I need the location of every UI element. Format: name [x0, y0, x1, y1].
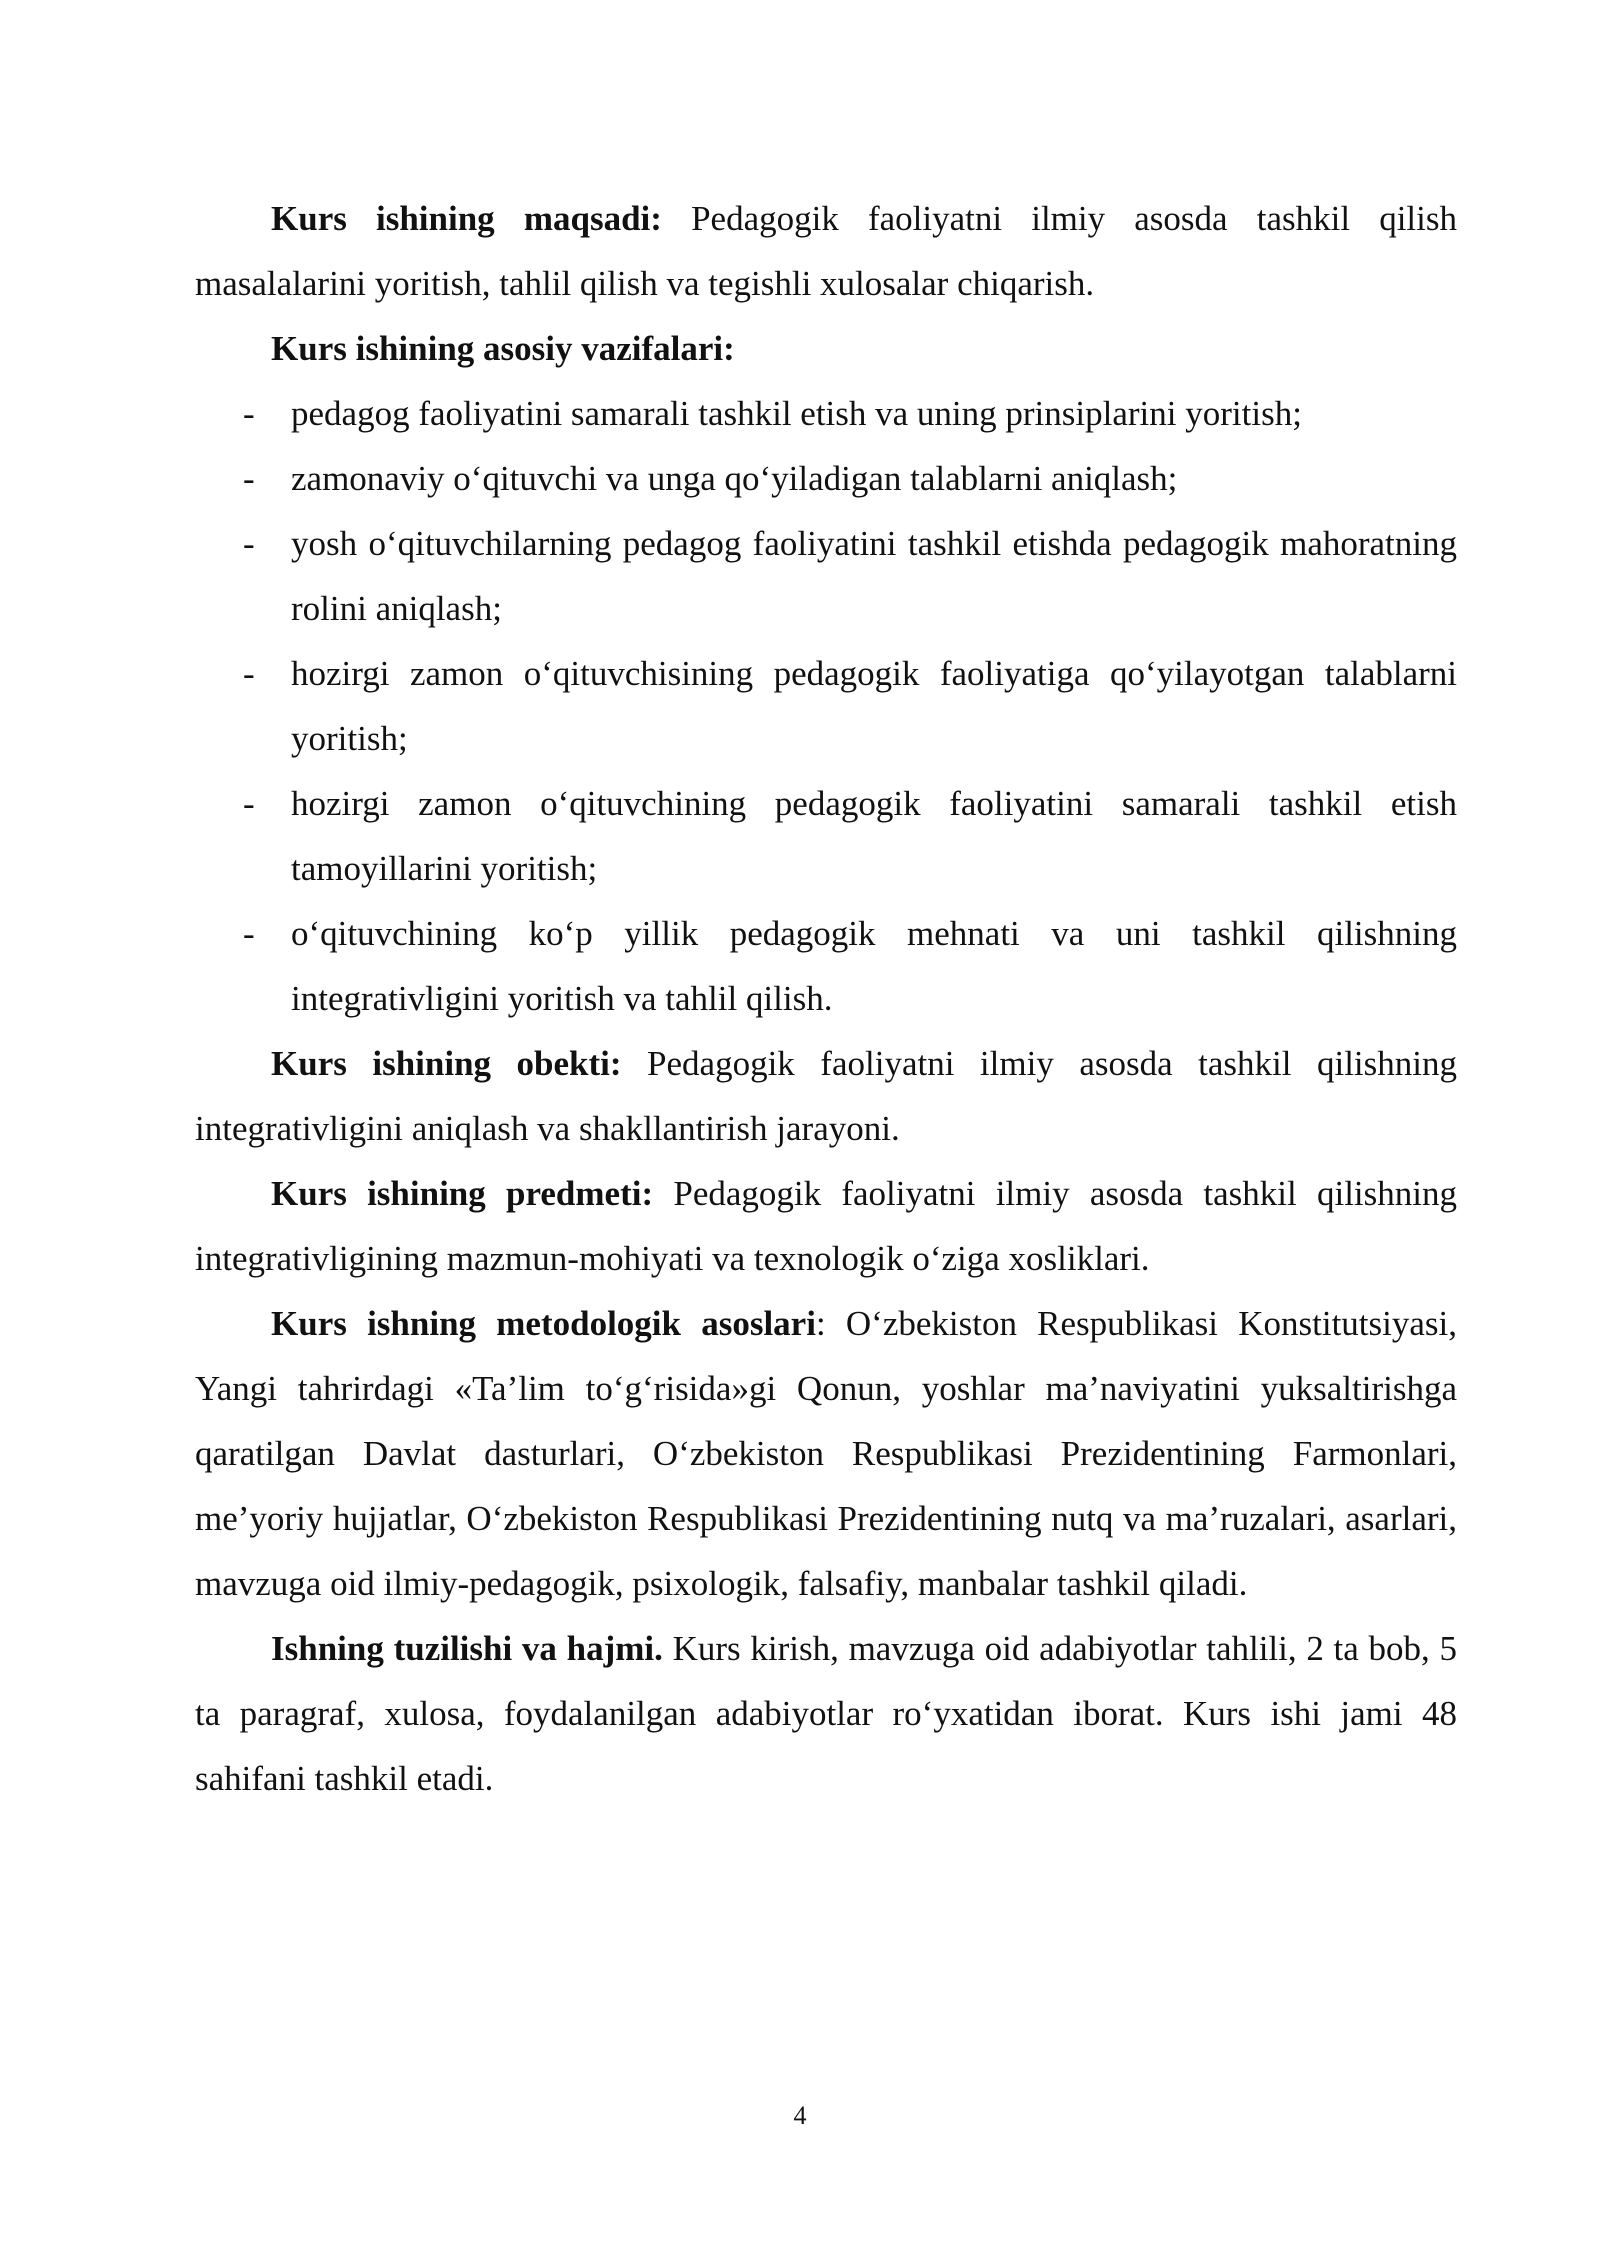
list-item-text: zamonaviy o‘qituvchi va unga qo‘yiladigan talablarni aniqlash;	[291, 459, 1178, 498]
list-item-text: yosh o‘qituvchilarning pedagog faoliyatini tashkil etishda pedagogik mahoratning rolini aniqlash;	[291, 524, 1457, 628]
list-dash: -	[243, 914, 255, 953]
list-dash: -	[243, 459, 255, 498]
list-item-text: hozirgi zamon o‘qituvchisining pedagogik faoliyatiga qo‘yilayotgan talablarni yoritish;	[291, 654, 1457, 758]
list-dash: -	[243, 394, 255, 433]
list-item	[195, 901, 1457, 1031]
list-dash: -	[243, 784, 255, 823]
tuzilishi-paragraph	[195, 1616, 1457, 1811]
obekt-label: Kurs ishining obekti:	[271, 1044, 622, 1083]
obekt-paragraph	[195, 1031, 1457, 1161]
list-item-text: pedagog faoliyatini samarali tashkil etish va uning prinsiplarini yoritish;	[291, 394, 1302, 433]
list-item	[195, 641, 1457, 771]
list-dash: -	[243, 654, 255, 693]
vazifalar-list	[195, 381, 1457, 1031]
list-item	[195, 511, 1457, 641]
predmet-text: Pedagogik faoliyatni ilmiy asosda tashkil qilishning integrativligining mazmun-mohiyati va texnologik o‘ziga xosliklari.	[195, 1174, 1457, 1278]
maqsad-text: Pedagogik faoliyatni ilmiy asosda tashkil qilish masalalarini yoritish, tahlil qilish va tegishli xulosalar chiqarish.	[195, 199, 1457, 303]
metodologik-text: : O‘zbekiston Respublikasi Konstitutsiyasi, Yangi tahrirdagi «Ta’lim to‘g‘risida»gi Qonun, yoshlar ma’naviyatini yuksaltirishga qaratilgan Davlat dasturlari, O‘zbekiston Respublikasi Prezidentining Farmonlari, me’yoriy hujjatlar, O‘zbekiston Respublikasi Prezidentining nutq va ma’ruzalari, asarlari, mavzuga oid ilmiy-pedagogik, psixologik, falsafiy, manbalar tashkil qiladi.	[195, 1304, 1457, 1603]
document-body	[195, 186, 1457, 1811]
tuzilishi-text: Kurs kirish, mavzuga oid adabiyotlar tahlili, 2 ta bob, 5 ta paragraf, xulosa, foydalanilgan adabiyotlar ro‘yxatidan iborat. Kurs ishi jami 48 sahifani tashkil etadi.	[195, 1629, 1457, 1798]
list-item-text: hozirgi zamon o‘qituvchining pedagogik faoliyatini samarali tashkil etish tamoyillarini yoritish;	[291, 784, 1457, 888]
list-item	[195, 381, 1457, 446]
maqsad-label: Kurs ishining maqsadi:	[271, 199, 662, 238]
list-item	[195, 446, 1457, 511]
metodologik-label: Kurs ishning metodologik asoslari	[271, 1304, 816, 1343]
list-dash: -	[243, 524, 255, 563]
vazifalar-heading: Kurs ishining asosiy vazifalari:	[271, 329, 735, 368]
page-number: 4	[793, 2101, 807, 2130]
list-item-text: o‘qituvchining ko‘p yillik pedagogik mehnati va uni tashkil qilishning integrativligini yoritish va tahlil qilish.	[291, 914, 1457, 1018]
predmet-paragraph	[195, 1161, 1457, 1291]
obekt-text: Pedagogik faoliyatni ilmiy asosda tashkil qilishning integrativligini aniqlash va shakllantirish jarayoni.	[195, 1044, 1457, 1148]
predmet-label: Kurs ishining predmeti:	[271, 1174, 654, 1213]
list-item	[195, 771, 1457, 901]
maqsad-paragraph	[195, 186, 1457, 316]
tuzilishi-label: Ishning tuzilishi va hajmi.	[271, 1629, 663, 1668]
metodologik-paragraph	[195, 1291, 1457, 1616]
